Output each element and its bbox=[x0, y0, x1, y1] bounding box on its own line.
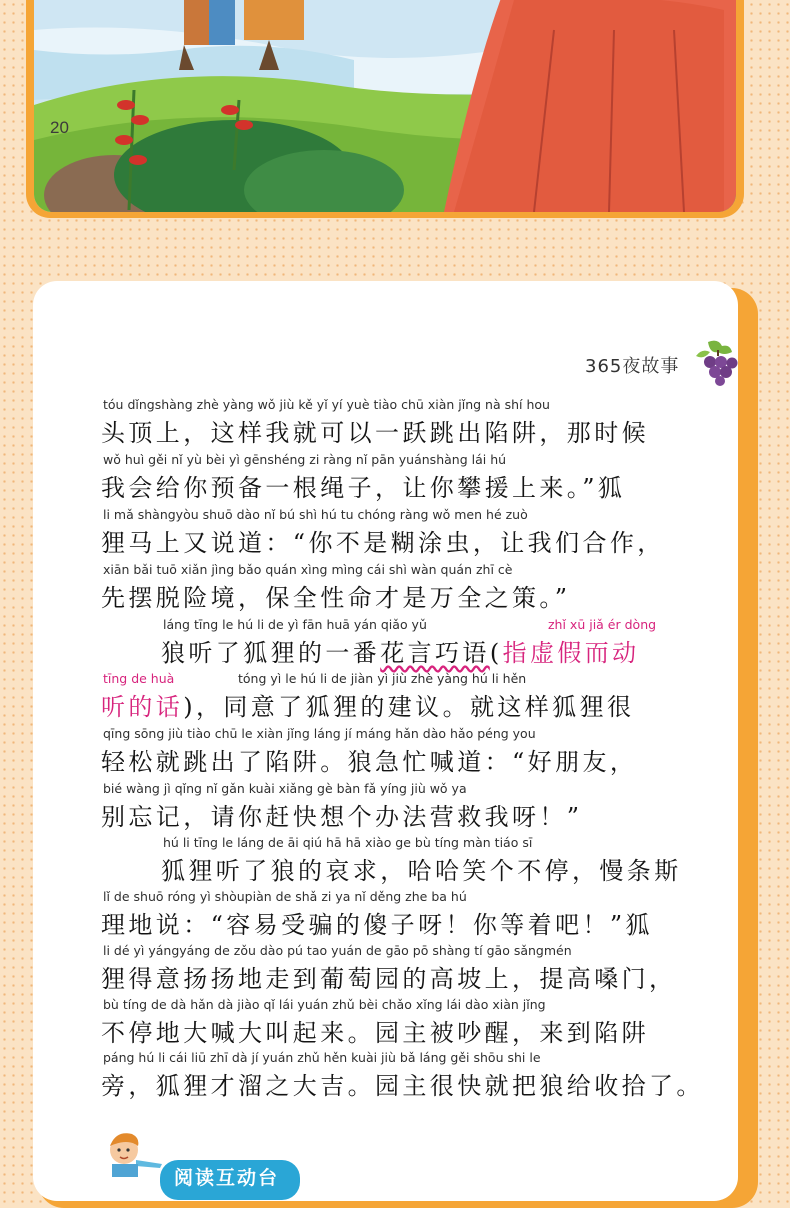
pinyin-row: hú li tīng le láng de āi qiú hā hā xiào ge bù tíng màn tiáo sī bbox=[163, 835, 533, 850]
hanzi-row bbox=[101, 687, 634, 722]
idiom-definition: 指虚假而动 bbox=[502, 639, 640, 667]
hanzi-row: 狐狸听了狼的哀求，哈哈笑个不停，慢条斯 bbox=[161, 857, 682, 885]
pinyin-row: bié wàng jì qǐng nǐ gǎn kuài xiǎng gè bàn fǎ yíng jiù wǒ ya bbox=[103, 781, 467, 796]
story-line bbox=[0, 943, 790, 997]
pinyin-row: xiān bǎi tuō xiǎn jìng bǎo quán xìng mìng cái shì wàn quán zhī cè bbox=[103, 562, 513, 577]
pinyin-row: li mǎ shàngyòu shuō dào nǐ bú shì hú tu chóng ràng wǒ men hé zuò bbox=[103, 507, 528, 522]
hanzi-text: 狼听了狐狸的一番 bbox=[161, 639, 381, 667]
hanzi-row: 理地说：“容易受骗的傻子呀！你等着吧！”狐 bbox=[101, 911, 653, 939]
hanzi-row: 轻松就跳出了陷阱。狼急忙喊道：“好朋友， bbox=[101, 748, 638, 776]
grape-icon bbox=[688, 338, 740, 386]
story-line bbox=[0, 781, 790, 835]
hanzi-text: )，同意了狐狸的建议。就这样狐狸很 bbox=[183, 693, 635, 721]
pinyin-row-highlight: zhǐ xū jiǎ ér dòng bbox=[548, 617, 657, 632]
pinyin-row: qīng sōng jiù tiào chū le xiàn jǐng láng jí máng hǎn dào hǎo péng you bbox=[103, 726, 536, 741]
story-line bbox=[0, 1050, 790, 1104]
hanzi-row: 我会给你预备一根绳子，让你攀援上来。”狐 bbox=[101, 474, 626, 502]
story-line bbox=[0, 726, 790, 780]
hanzi-row: 头顶上，这样我就可以一跃跳出陷阱，那时候 bbox=[101, 419, 649, 447]
story-line bbox=[0, 997, 790, 1051]
hanzi-row bbox=[161, 633, 640, 668]
hanzi-row: 狸马上又说道：“你不是糊涂虫，让我们合作， bbox=[101, 529, 665, 557]
pinyin-row: láng tīng le hú li de yì fān huā yán qiǎo yǔ bbox=[163, 617, 427, 632]
pinyin-row-highlight: tīng de huà bbox=[103, 671, 175, 686]
pinyin-row: páng hú li cái liū zhī dà jí yuán zhǔ hěn kuài jiù bǎ láng gěi shōu shi le bbox=[103, 1050, 541, 1065]
pinyin-row: li dé yì yángyáng de zǒu dào pú tao yuán de gāo pō shàng tí gāo sǎngmén bbox=[103, 943, 572, 958]
story-line bbox=[0, 397, 790, 451]
idiom-term: 花言巧语 bbox=[380, 639, 490, 667]
story-line bbox=[0, 671, 790, 725]
hanzi-row: 别忘记，请你赶快想个办法营救我呀！” bbox=[101, 803, 583, 831]
story-line bbox=[0, 452, 790, 506]
pinyin-row: lǐ de shuō róng yì shòupiàn de shǎ zi ya nǐ děng zhe ba hú bbox=[103, 889, 467, 904]
pinyin-row: wǒ huì gěi nǐ yù bèi yì gēnshéng zi ràng nǐ pān yuánshàng lái hú bbox=[103, 452, 507, 467]
idiom-definition: 听的话 bbox=[101, 693, 184, 721]
story-line bbox=[0, 889, 790, 943]
story-line bbox=[0, 835, 790, 889]
hanzi-row: 不停地大喊大叫起来。园主被吵醒，来到陷阱 bbox=[101, 1019, 649, 1047]
story-line bbox=[0, 617, 790, 671]
story-line bbox=[0, 562, 790, 616]
hanzi-row: 先摆脱险境，保全性命才是万全之策。” bbox=[101, 584, 571, 612]
banner-label: 阅读互动台 bbox=[174, 1167, 280, 1189]
kid-mascot-icon bbox=[100, 1128, 170, 1177]
reading-interaction-banner bbox=[160, 1160, 300, 1200]
story-illustration bbox=[34, 0, 736, 212]
running-head: 365夜故事 bbox=[585, 356, 680, 377]
pinyin-row: bù tíng de dà hǎn dà jiào qǐ lái yuán zhǔ bèi chǎo xǐng lái dào xiàn jǐng bbox=[103, 997, 546, 1012]
hanzi-row: 狸得意扬扬地走到葡萄园的高坡上，提高嗓门， bbox=[101, 965, 677, 993]
hanzi-text: ( bbox=[489, 639, 503, 667]
story-line bbox=[0, 507, 790, 561]
illustration-art bbox=[34, 0, 736, 212]
page-number: 20 bbox=[50, 118, 69, 137]
pinyin-row: tóng yì le hú li de jiàn yì jiù zhè yàng hú li hěn bbox=[238, 671, 527, 686]
pinyin-row: tóu dǐngshàng zhè yàng wǒ jiù kě yǐ yí yuè tiào chū xiàn jǐng nà shí hou bbox=[103, 397, 550, 412]
hanzi-row: 旁，狐狸才溜之大吉。园主很快就把狼给收拾了。 bbox=[101, 1072, 704, 1100]
